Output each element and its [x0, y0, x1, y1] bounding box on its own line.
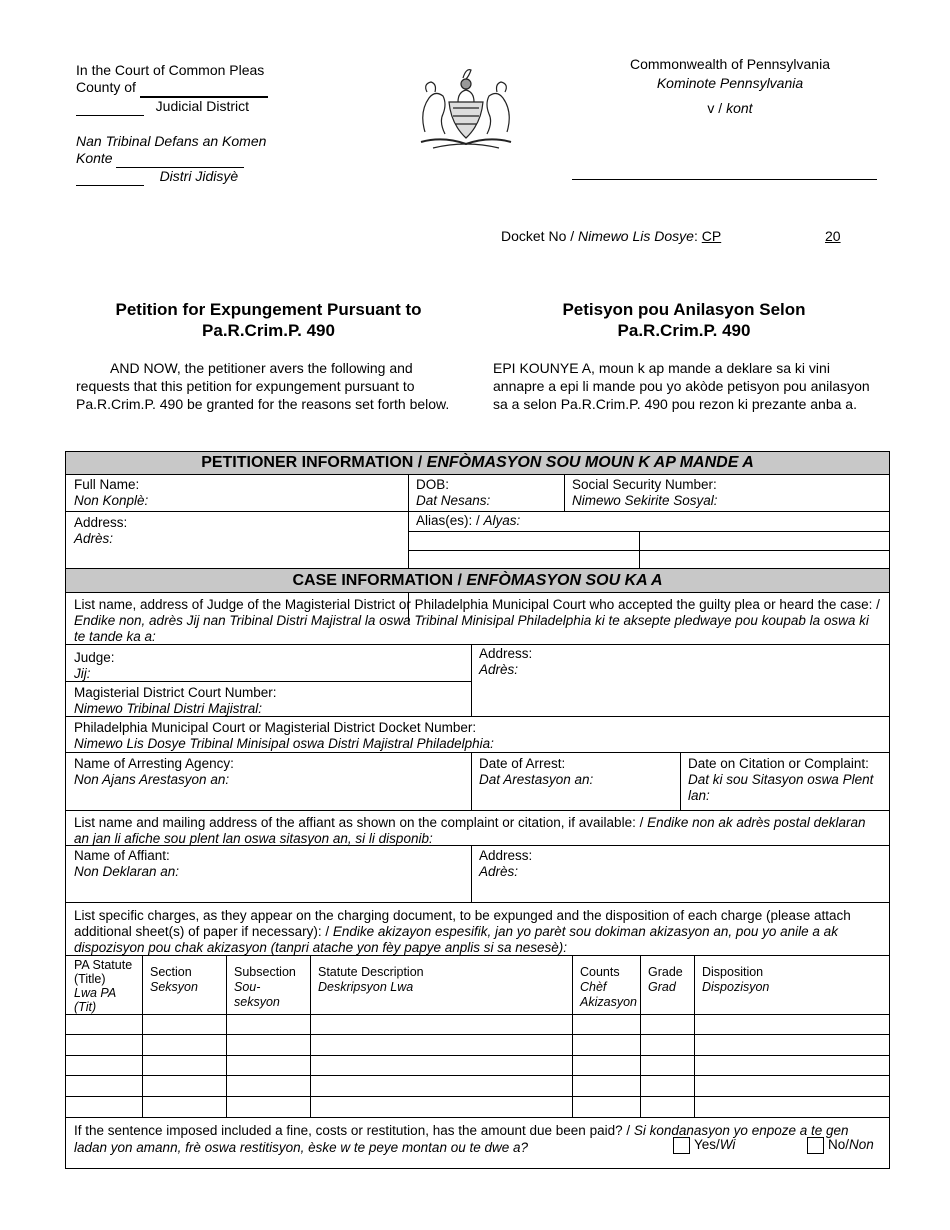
ssn-field[interactable]: Social Security Number: Nimewo Sekirite Sosyal: — [572, 477, 718, 508]
col-pa-statute: PA Statute (Title) Lwa PA (Tit) — [74, 958, 133, 1014]
col-statute-description: Statute Description Deskripsyon Lwa — [318, 965, 424, 994]
alias-label: Alias(es): / Alyas: — [416, 513, 521, 528]
pennsylvania-seal-icon — [413, 62, 519, 152]
intro-kr: EPI KOUNYE A, moun k ap mande a deklare sa ki vini annapre a epi li mande pou yo akòde petisyon pou anilasyon sa a selon Pa.R.Crim.P. 490 pou rezon ki prezante anba a. — [493, 360, 870, 412]
court-name-kr: Nan Tribinal Defans an Komen — [76, 133, 267, 149]
dob-field[interactable]: DOB: Dat Nesans: — [416, 477, 491, 508]
citation-date-field[interactable]: Date on Citation or Complaint: Dat ki sou Sitasyon oswa Plent lan: — [688, 756, 874, 803]
county-field[interactable] — [140, 79, 268, 98]
court-info — [76, 62, 268, 186]
magisterial-court-number-field[interactable]: Magisterial District Court Number: Nimewo Tribinal Distri Majistral: — [74, 685, 277, 716]
col-subsection: Subsection Sou-seksyon — [234, 965, 296, 1009]
judge-instructions: List name, address of Judge of the Magisterial District or Philadelphia Municipal Court who accepted the guilty plea or heard the case: / Endike non, adrès Jij nan Tribinal Distri Majistral la oswa Tribinal Minisipal Philadelphia ki te aksepte pledwaye pou koupab la oswa ki te tande ka a: — [74, 597, 880, 644]
court-name: In the Court of Common Pleas — [76, 62, 265, 78]
yes-option[interactable]: Yes/Wi — [673, 1137, 735, 1154]
case-header: CASE INFORMATION / ENFÒMASYON SOU KA A — [66, 569, 889, 593]
alias-field-1[interactable] — [409, 532, 638, 550]
charges-instructions: List specific charges, as they appear on the charging document, to be expunged and the disposition of each charge (please attach additional sheet(s) of paper if necessary): / Endike akizayon espesifik, jan yo parèt sou dokiman akizasyon an, pou yo anile a ak dispozisyon pou chak akizasyon (tanpri atache yon fèy papye anplis si sa nesesè): — [74, 908, 851, 955]
address-field[interactable]: Address: Adrès: — [74, 515, 128, 546]
charge-row[interactable] — [66, 1097, 889, 1117]
municipal-docket-number-field[interactable]: Philadelphia Municipal Court or Magisterial District Docket Number: Nimewo Lis Dosye Tribinal Minisipal oswa Distri Majistral Philadelphia: — [74, 720, 494, 751]
intro-en: AND NOW, the petitioner avers the following and requests that this petition for expungement pursuant to Pa.R.Crim.P. 490 be granted for the reasons set forth below. — [76, 360, 450, 412]
arresting-agency-field[interactable]: Name of Arresting Agency: Non Ajans Arestasyon an: — [74, 756, 234, 787]
judge-field[interactable]: Judge: Jij: — [74, 650, 115, 681]
full-name-field[interactable]: Full Name: Non Konplè: — [74, 477, 149, 508]
docket-year: 20 — [825, 228, 841, 244]
col-counts: Counts Chèf Akizasyon — [580, 965, 637, 1009]
defendant-name-field[interactable] — [572, 179, 877, 180]
district-line-kr: Distri Jidisyè — [76, 168, 268, 186]
charge-row[interactable] — [66, 1035, 889, 1055]
title-en: Petition for Expungement Pursuant to Pa.R.Crim.P. 490 — [115, 300, 422, 340]
district-field[interactable] — [76, 98, 144, 116]
title-kr: Petisyon pou Anilasyon Selon Pa.R.Crim.P. 490 — [562, 300, 806, 340]
affiant-instructions: List name and mailing address of the affiant as shown on the complaint or citation, if available: / Endike non ak adrès postal deklaran an jan li afiche sou plent lan oswa sitasyon an, si li disponib: — [74, 815, 866, 846]
charge-row[interactable] — [66, 1076, 889, 1096]
commonwealth-block — [590, 55, 870, 118]
alias-field-3[interactable] — [409, 551, 638, 568]
district-field-kr[interactable] — [76, 168, 144, 186]
alias-field-2[interactable] — [640, 532, 889, 550]
form-table — [65, 451, 890, 1169]
docket-number: Docket No / Nimewo Lis Dosye: CP — [501, 228, 722, 244]
charge-row[interactable] — [66, 1015, 889, 1034]
district-line: Judicial District — [76, 98, 268, 116]
col-section: Section Seksyon — [150, 965, 198, 994]
county-line-kr: Konte — [76, 150, 268, 168]
charges-table — [66, 955, 889, 1117]
versus-label: v / kont — [707, 100, 753, 116]
judge-address-field[interactable]: Address: Adrès: — [479, 646, 533, 677]
affiant-address-field[interactable]: Address: Adrès: — [479, 848, 533, 879]
county-field-kr[interactable] — [116, 150, 244, 168]
county-line: County of — [76, 79, 268, 98]
fine-paid-question: If the sentence imposed included a fine, costs or restitution, has the amount due been paid? / Si kondanasyon yo enpoze a te gen ladan yon amann, frè oswa restitisyon, èske w te peye montan ou te dwe a? — [74, 1123, 849, 1155]
petitioner-header: PETITIONER INFORMATION / ENFÒMASYON SOU MOUN K AP MANDE A — [66, 452, 889, 475]
affiant-name-field[interactable]: Name of Affiant: Non Deklaran an: — [74, 848, 180, 879]
no-checkbox[interactable] — [807, 1137, 824, 1154]
commonwealth-title-kr: Kominote Pennsylvania — [656, 75, 804, 91]
arrest-date-field[interactable]: Date of Arrest: Dat Arestasyon an: — [479, 756, 594, 787]
no-option[interactable]: No/Non — [807, 1137, 874, 1154]
charge-row[interactable] — [66, 1056, 889, 1075]
col-grade: Grade Grad — [648, 965, 683, 994]
alias-field-4[interactable] — [640, 551, 889, 568]
commonwealth-title: Commonwealth of Pennsylvania — [630, 56, 830, 72]
yes-checkbox[interactable] — [673, 1137, 690, 1154]
docket-prefix: CP — [701, 228, 722, 244]
col-disposition: Disposition Dispozisyon — [702, 965, 770, 994]
